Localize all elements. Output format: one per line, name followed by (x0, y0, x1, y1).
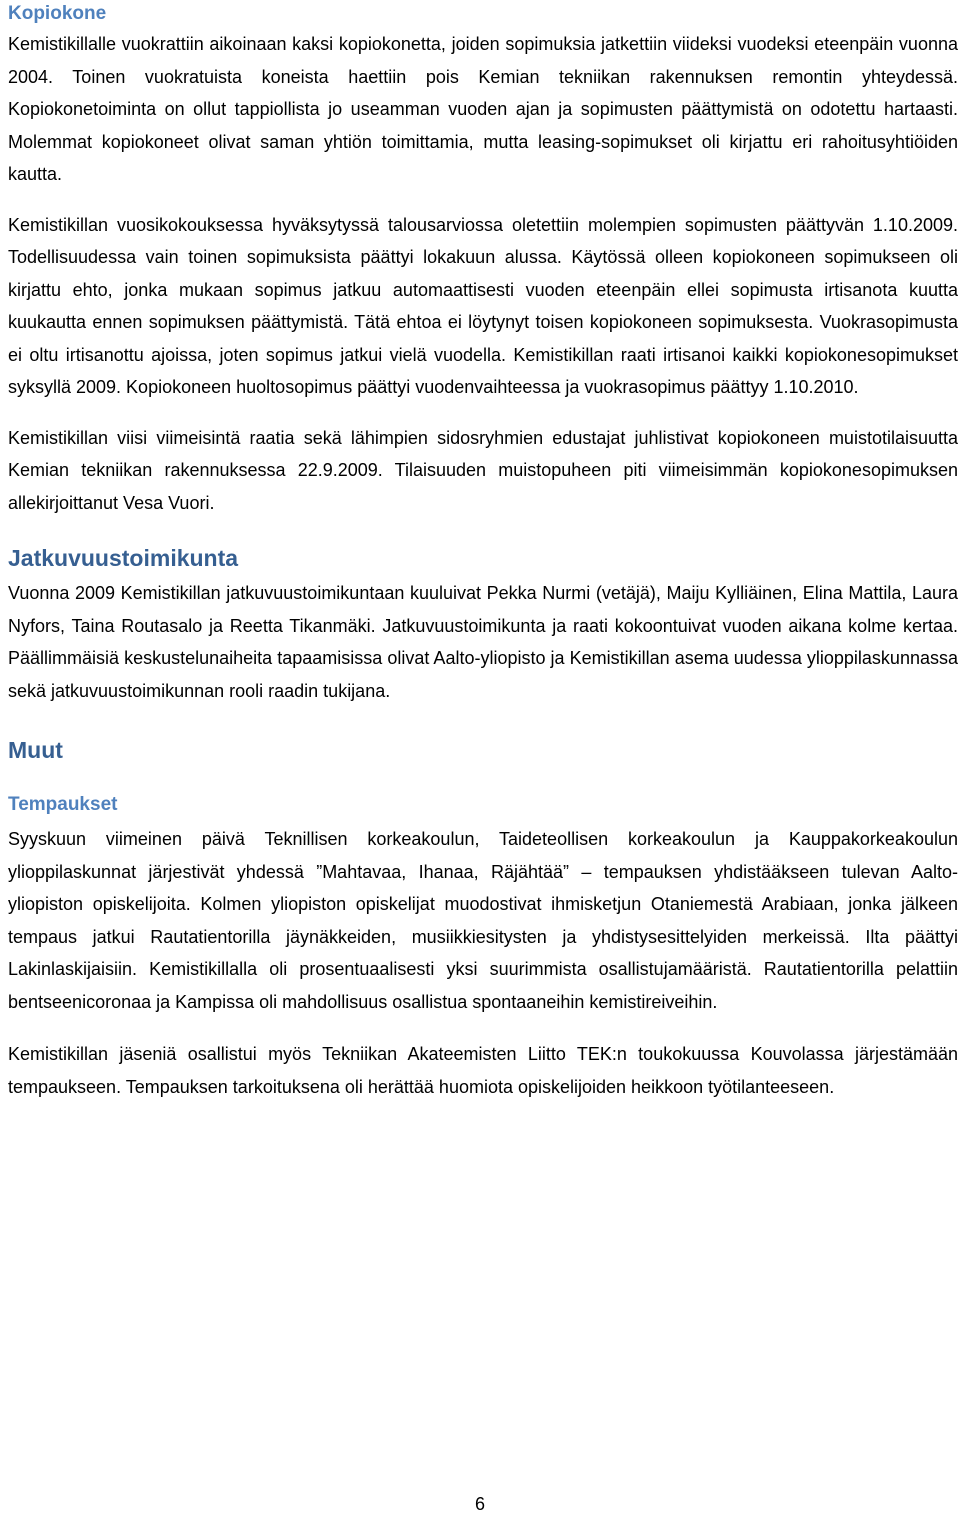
paragraph-jatkuvuustoimikunta: Vuonna 2009 Kemistikillan jatkuvuustoimikuntaan kuuluivat Pekka Nurmi (vetäjä), Maiju Kylliäinen, Elina Mattila, Laura Nyfors, Taina Routasalo ja Reetta Tikanmäki. Jatkuvuustoimikunta ja raati kokoontuivat vuoden aikana kolme kertaa. Päällimmäisiä keskustelunaiheita tapaamisissa olivat Aalto-yliopisto ja Kemistikillan asema uudessa ylioppilaskunnassa sekä jatkuvuustoimikunnan rooli raadin tukijana. (8, 583, 958, 701)
document-page (8, 0, 958, 1103)
paragraph-kopiokone-3: Kemistikillan viisi viimeisintä raatia sekä lähimpien sidosryhmien edustajat juhlistivat kopiokoneen muistotilaisuutta Kemian tekniikan rakennuksessa 22.9.2009. Tilaisuuden muistopuheen piti viimeisimmän kopiokonesopimuksen allekirjoittanut Vesa Vuori. (8, 427, 958, 513)
page-number: 6 (474, 1494, 485, 1514)
paragraph-tempaukset-2: Kemistikillan jäseniä osallistui myös Tekniikan Akateemisten Liitto TEK:n toukokuussa Kouvolassa järjestämään tempaukseen. Tempauksen tarkoituksena oli herättää huomiota opiskelijoiden heikkoon työtilanteeseen. (8, 1044, 958, 1097)
heading-muut: Muut (8, 737, 63, 763)
paragraph-kopiokone-1: Kemistikillalle vuokrattiin aikoinaan kaksi kopiokonetta, joiden sopimuksia jatkettiin viideksi vuodeksi eteenpäin vuonna 2004. Toinen vuokratuista koneista haettiin pois Kemian tekniikan rakennuksen remontin yhteydessä. Kopiokonetoiminta on ollut tappiollista jo useamman vuoden ajan ja sopimusten päättymistä on odotettu hartaasti. Molemmat kopiokoneet olivat saman yhtiön toimittamia, mutta leasing-sopimukset oli kirjattu eri rahoitusyhtiöiden kautta. (8, 34, 958, 184)
heading-jatkuvuustoimikunta: Jatkuvuustoimikunta (8, 545, 239, 571)
heading-kopiokone: Kopiokone (8, 3, 107, 24)
paragraph-tempaukset-1: Syyskuun viimeinen päivä Teknillisen korkeakoulun, Taideteollisen korkeakoulun ja Kauppakorkeakoulun ylioppilaskunnat järjestivät yhdessä ”Mahtavaa, Ihanaa, Räjähtää” – tempauksen yhdistääkseen tulevan Aalto-yliopiston opiskelijoita. Kolmen yliopiston opiskelijat muodostivat ihmisketjun Otaniemestä Arabiaan, jonka jälkeen tempaus jatkui Rautatientorilla jäynäkkeiden, musiikkiesitysten ja yhdistysesittelyiden merkeissä. Ilta päättyi Lakinlaskijaisiin. Kemistikillalla oli prosentuaalisesti yksi suurimmista osallistujamääristä. Rautatientorilla pelattiin bentseenicoronaa ja Kampissa oli mahdollisuus osallistua spontaaneihin kemistireiveihin. (8, 829, 958, 1012)
paragraph-kopiokone-2: Kemistikillan vuosikokouksessa hyväksytyssä talousarviossa oletettiin molempien sopimusten päättyvän 1.10.2009. Todellisuudessa vain toinen sopimuksista päättyi lokakuun alussa. Käytössä olleen kopiokoneen sopimukseen oli kirjattu ehto, jonka mukaan sopimus jatkuu automaattisesti vuoden eteenpäin ellei sopimusta irtisanota kuutta kuukautta ennen sopimuksen päättymistä. Tätä ehtoa ei löytynyt toisen kopiokoneen sopimuksesta. Vuokrasopimusta ei oltu irtisanottu ajoissa, joten sopimus jatkui vielä vuodella. Kemistikillan raati irtisanoi kaikki kopiokonesopimukset syksyllä 2009. Kopiokoneen huoltosopimus päättyi vuodenvaihteessa ja vuokrasopimus päättyy 1.10.2010. (8, 214, 958, 397)
heading-tempaukset: Tempaukset (8, 794, 118, 815)
